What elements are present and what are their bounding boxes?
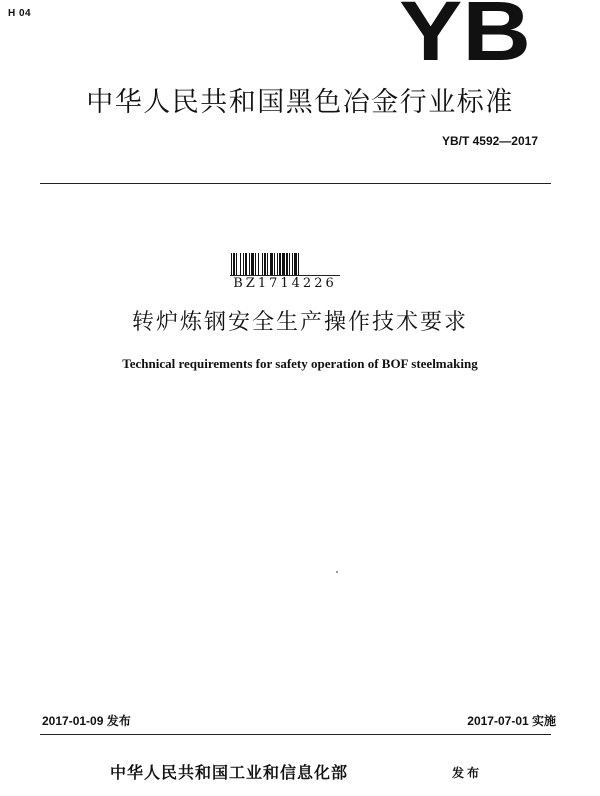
- barcode-bar: [264, 253, 266, 275]
- issuing-authority: 中华人民共和国工业和信息化部: [110, 763, 349, 782]
- barcode-bar: [231, 253, 232, 275]
- barcode-bar: [233, 253, 235, 275]
- barcode-bar: [249, 253, 250, 275]
- barcode-bar: [251, 253, 254, 275]
- barcode-bar: [262, 253, 263, 275]
- barcode-bar: [286, 253, 288, 275]
- industry-standard-title: 中华人民共和国黑色冶金行业标准: [86, 87, 514, 118]
- barcode-bar: [243, 253, 244, 275]
- document-title-en: Technical requirements for safety operation of BOF steelmaking: [122, 356, 478, 371]
- yb-logo: [398, 0, 533, 66]
- barcode-bar: [240, 253, 241, 275]
- barcode-bar: [298, 253, 299, 275]
- standard-number: YB/T 4592—2017: [441, 134, 538, 148]
- barcode-bar: [258, 253, 259, 275]
- barcode-bar: [267, 253, 268, 275]
- issuer-action: 发布: [452, 766, 483, 780]
- barcode-bar: [282, 253, 285, 275]
- barcode-bar: [274, 253, 275, 275]
- classification-code: H 04: [8, 8, 32, 19]
- barcode-bar: [289, 253, 290, 275]
- header-divider: [40, 183, 551, 184]
- barcode-bar: [245, 253, 247, 275]
- barcode-bar: [255, 253, 256, 275]
- barcode-bar: [294, 253, 297, 275]
- yb-logo-text: YB: [399, 0, 531, 66]
- document-title-cn: 转炉炼钢安全生产操作技术要求: [131, 310, 468, 335]
- barcode-bar: [236, 253, 237, 275]
- barcode-bar: [292, 253, 293, 275]
- speck: [336, 571, 338, 573]
- barcode-bar: [277, 253, 278, 275]
- barcode-bar: [270, 253, 273, 275]
- barcode-bar: [279, 253, 281, 275]
- issue-date: 2017-01-09 发布: [42, 714, 131, 728]
- barcode-bars: [230, 253, 340, 275]
- footer-divider: [40, 734, 551, 735]
- barcode: [230, 253, 340, 291]
- implementation-date: 2017-07-01 实施: [467, 714, 556, 728]
- barcode-number: BZ1714226: [230, 275, 340, 292]
